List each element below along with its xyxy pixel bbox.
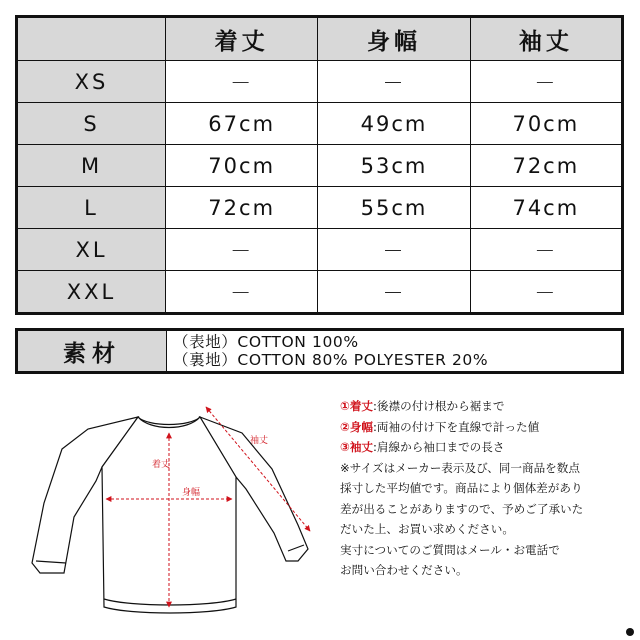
length-label: 着丈: [152, 460, 171, 470]
note-sleeve-text: :肩線から袖口までの長さ: [373, 440, 505, 454]
disclaimer-line: 採寸した平均値です。商品により個体差があり: [340, 481, 583, 495]
cell-length: －: [166, 61, 318, 103]
cell-length: 70cm: [166, 145, 318, 187]
table-row: [17, 229, 623, 271]
cell-sleeve: 70cm: [470, 103, 622, 145]
size-label: XL: [17, 229, 166, 271]
sleeve-label: 袖丈: [250, 436, 269, 446]
cell-width: 55cm: [318, 187, 470, 229]
measurement-notes: [340, 396, 636, 581]
bullet-dot: [626, 628, 634, 636]
note-length: [340, 396, 636, 417]
cell-length: 67cm: [166, 103, 318, 145]
cell-width: －: [318, 61, 470, 103]
note-width-label: ②身幅: [340, 419, 374, 434]
disclaimer-line: 差が出ることがありますので、予めご了承いた: [340, 501, 584, 516]
table-row: [17, 187, 623, 229]
garment-diagram: [10, 385, 335, 640]
cell-sleeve: －: [470, 61, 622, 103]
header-width: 身幅: [318, 17, 470, 61]
cell-width: 49cm: [318, 103, 470, 145]
table-row: [17, 61, 623, 103]
cell-sleeve: 74cm: [470, 187, 622, 229]
header-length: 着丈: [166, 17, 318, 61]
disclaimer-line: お問い合わせください。: [340, 563, 468, 577]
size-label: M: [17, 145, 166, 187]
material-outer: （表地）COTTON 100%: [173, 333, 359, 351]
size-label: S: [17, 103, 166, 145]
table-row: [17, 103, 623, 145]
cell-length: 72cm: [166, 187, 318, 229]
cell-length: －: [166, 271, 318, 314]
size-table: [15, 15, 624, 315]
table-row: [17, 145, 623, 187]
cell-sleeve: －: [470, 229, 622, 271]
size-label: L: [17, 187, 166, 229]
header-sleeve: 袖丈: [470, 17, 622, 61]
cell-sleeve: 72cm: [470, 145, 622, 187]
note-sleeve-label: ③袖丈: [340, 440, 374, 454]
disclaimer-line: 実寸についてのご質問はメール・お電話で: [340, 542, 560, 557]
cell-width: －: [318, 229, 470, 271]
disclaimer-line: だいた上、お買い求めください。: [340, 522, 514, 536]
size-label: XXL: [17, 271, 166, 314]
note-sleeve: [340, 437, 636, 458]
note-length-text: :後襟の付け根から裾まで: [373, 399, 505, 413]
material-lining: （裏地）COTTON 80% POLYESTER 20%: [173, 351, 489, 369]
header-corner: [17, 17, 166, 61]
cell-width: 53cm: [318, 145, 470, 187]
size-table-header: [17, 17, 623, 61]
size-label: XS: [17, 61, 166, 103]
cell-sleeve: －: [470, 271, 622, 314]
cell-width: －: [318, 271, 470, 314]
material-box: [15, 328, 624, 374]
disclaimer-line: ※サイズはメーカー表示及び、同一商品を数点: [340, 460, 580, 475]
cell-length: －: [166, 229, 318, 271]
note-width: [340, 417, 636, 438]
table-row: [17, 271, 623, 314]
shirt-outline: [32, 417, 308, 613]
material-values: [167, 331, 621, 371]
material-label: 素材: [18, 331, 167, 371]
note-length-label: ①着丈: [340, 399, 374, 413]
note-width-text: :両袖の付け下を直線で計った値: [373, 419, 540, 434]
width-label: 身幅: [182, 488, 201, 498]
